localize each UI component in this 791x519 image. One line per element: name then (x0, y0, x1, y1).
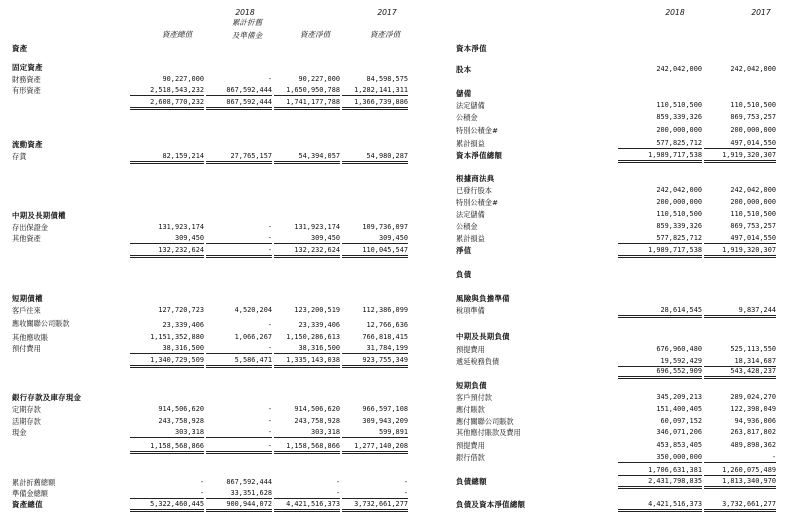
grand-total-gross: 5,322,460,445 (130, 500, 204, 512)
cell-provision: - (267, 321, 272, 329)
cell-net-2017: 766,818,415 (362, 333, 408, 341)
total-net-2017: 923,755,349 (342, 356, 408, 368)
cell-net-2017: 84,598,575 (366, 75, 408, 83)
cell-2018: 577,825,712 (618, 234, 702, 244)
row-label: 銀行借款 (456, 453, 485, 462)
row-label: 特別公積金# (456, 126, 498, 135)
header-year-2018-right: 2018 (665, 8, 685, 17)
cell-gross: 303,318 (130, 428, 204, 438)
cell-2018: 859,339,326 (656, 113, 702, 121)
cell-net-2017: 54,980,287 (342, 152, 408, 164)
total-2018: 1,706,631,381 (618, 466, 702, 476)
grand-total-provision: 900,944,072 (206, 500, 272, 512)
cell-net-2017: 1,282,141,311 (342, 86, 408, 96)
cell-gross: 127,720,723 (158, 306, 204, 314)
grand-total-net-2018: 4,421,516,373 (274, 500, 340, 512)
row-label: 預提費用 (456, 441, 485, 450)
header-provision-line1: 累計折舊 (231, 18, 263, 27)
cell-2017: 242,042,000 (730, 186, 776, 194)
cell-net-2017: 112,386,099 (362, 306, 408, 314)
total-gross: 1,158,568,866 (130, 442, 204, 454)
cell-net-2018: 38,316,500 (274, 344, 340, 354)
cell-2018: 28,614,545 (618, 306, 702, 318)
cell-2017: 110,510,500 (730, 210, 776, 218)
row-label: 其他資產 (12, 234, 41, 243)
row-label: 累計損益 (456, 139, 485, 148)
cell-2017: 9,837,244 (704, 306, 776, 318)
cell-2018: 1,989,717,538 (618, 246, 702, 258)
row-label: 特別公積金# (456, 198, 498, 207)
total-provision: 5,586,471 (206, 356, 272, 368)
total-gross: 2,608,770,232 (130, 98, 204, 110)
cell-2017: 869,753,257 (730, 222, 776, 230)
cell-2018: 151,400,405 (656, 405, 702, 413)
total-net-2018: 1,741,177,788 (274, 98, 340, 110)
cell-2018: 242,042,000 (656, 65, 702, 73)
row-label: 存貨 (12, 152, 27, 161)
row-label: 活期存款 (12, 417, 41, 426)
cell-net-2017: 12,766,636 (366, 321, 408, 329)
cell-2017: 497,014,550 (704, 234, 776, 244)
cell-net-2018: 54,394,057 (274, 152, 340, 164)
total-provision: 867,592,444 (206, 98, 272, 110)
fixed-assets-heading: 固定資產 (12, 63, 43, 72)
grand-total-2018: 4,421,516,373 (618, 500, 702, 512)
cell-gross: 131,923,174 (158, 223, 204, 231)
cell-2017: 110,510,500 (730, 101, 776, 109)
cell-2018: 1,989,717,538 (618, 151, 702, 163)
cell-provision: 1,066,267 (234, 333, 272, 341)
header-net-value-2018: 資產淨值 (299, 30, 331, 39)
cell-2018: 200,000,000 (656, 126, 702, 134)
cell-net-2018: 1,650,950,788 (274, 86, 340, 96)
cell-2017: 497,014,550 (704, 139, 776, 149)
cell-2018: 345,209,213 (656, 393, 702, 401)
cell-2018: 346,071,206 (656, 428, 702, 436)
total-net-2018: 132,232,624 (274, 246, 340, 258)
cell-provision: - (206, 234, 272, 244)
cell-net-2018: 131,923,174 (294, 223, 340, 231)
cell-2017: - (704, 453, 776, 463)
header-year-2018-left: 2018 (235, 8, 255, 17)
cell-2018: 19,592,429 (618, 357, 702, 367)
longterm-liabilities-heading: 中期及長期負債 (456, 332, 510, 341)
share-capital-label: 股本 (456, 65, 472, 74)
cell-2018: 110,510,500 (656, 210, 702, 218)
cell-net-2018: 23,339,406 (298, 321, 340, 329)
header-year-2017-right: 2017 (751, 8, 771, 17)
header-year-2017-left: 2017 (377, 8, 397, 17)
cell-provision: - (267, 405, 272, 413)
total-provision: - (206, 442, 272, 454)
row-label: 有形資產 (12, 86, 41, 95)
row-label: 應付賬款 (456, 405, 485, 414)
cell-2017: 869,753,257 (730, 113, 776, 121)
cell-net-2018: 303,318 (274, 428, 340, 438)
cell-2017: 289,024,270 (730, 393, 776, 401)
total-liabilities-2017: 1,813,340,970 (704, 477, 776, 489)
total-net-2017: 110,045,547 (342, 246, 408, 258)
cell-net-2017: 966,597,108 (362, 405, 408, 413)
cell-2018: 200,000,000 (656, 198, 702, 206)
row-label: 其他應付賬款及費用 (456, 428, 521, 437)
row-label: 準備金總額 (12, 489, 48, 498)
cell-net-2018: - (335, 478, 340, 486)
grand-total-label: 負債及資本淨值總額 (456, 500, 526, 509)
row-label: 應收關聯公司賬款 (12, 319, 70, 328)
row-label: 稅項準備 (456, 306, 485, 315)
row-label: 存出保證金 (12, 223, 48, 232)
cell-net-2017: 31,784,199 (342, 344, 408, 354)
row-label: 累計折舊總額 (12, 478, 56, 487)
cell-2017: 525,113,550 (730, 345, 776, 353)
shortterm-liabilities-heading: 短期負債 (456, 381, 487, 390)
cell-2018: 110,510,500 (656, 101, 702, 109)
cell-2017: 489,898,362 (730, 441, 776, 449)
grand-total-2017: 3,732,661,277 (704, 500, 776, 512)
cell-2017: 1,919,320,307 (704, 246, 776, 258)
reserves-heading: 儲備 (456, 89, 472, 98)
cell-net-2018: 309,450 (274, 234, 340, 244)
cell-provision: 867,592,444 (226, 478, 272, 486)
cell-net-2018: 123,200,519 (294, 306, 340, 314)
equity-title: 資本淨值 (456, 44, 487, 53)
total-liabilities-2018: 2,431,798,835 (618, 477, 702, 489)
total-2017: 1,260,075,489 (704, 466, 776, 476)
cell-provision: - (267, 417, 272, 425)
cell-net-2017: 109,736,097 (362, 223, 408, 231)
cell-2017: 200,000,000 (730, 126, 776, 134)
cell-net-2018: 90,227,000 (298, 75, 340, 83)
liabilities-title: 負債 (456, 270, 472, 279)
assets-title: 資產 (12, 44, 28, 53)
header-net-value-2017: 資產淨值 (369, 30, 401, 39)
cell-provision: - (206, 344, 272, 354)
cell-2018: 676,960,480 (656, 345, 702, 353)
row-label: 公積金 (456, 222, 478, 231)
grand-total-net-2017: 3,732,661,277 (342, 500, 408, 512)
cell-provision: - (206, 428, 272, 438)
cell-net-2018: 243,758,928 (294, 417, 340, 425)
cell-gross: 90,227,000 (162, 75, 204, 83)
total-2017: 543,428,237 (704, 367, 776, 379)
total-gross: 132,232,624 (130, 246, 204, 258)
row-label: 現金 (12, 428, 27, 437)
cell-net-2017: - (342, 489, 408, 499)
longterm-heading: 中期及長期債權 (12, 211, 66, 220)
total-assets-label: 資產總值 (12, 500, 43, 509)
cell-2018: 242,042,000 (656, 186, 702, 194)
cell-2017: 1,919,320,307 (704, 151, 776, 163)
cell-2018: 60,097,152 (660, 417, 702, 425)
cell-2018: 577,825,712 (618, 139, 702, 149)
total-net-2018: 1,158,568,866 (274, 442, 340, 454)
cell-2017: 263,817,802 (730, 428, 776, 436)
cell-gross: - (130, 489, 204, 499)
cell-2018: 350,000,000 (618, 453, 702, 463)
row-label: 法定儲備 (456, 101, 485, 110)
row-label: 遞延稅務負債 (456, 357, 500, 366)
row-label: 客戶預付款 (456, 393, 492, 402)
cell-2017: 94,936,006 (734, 417, 776, 425)
cell-provision: 27,765,157 (206, 152, 272, 164)
cell-provision: - (267, 75, 272, 83)
row-label: 定期存款 (12, 405, 41, 414)
row-label: 客戶往來 (12, 306, 41, 315)
net-value-label: 淨值 (456, 246, 472, 255)
cell-gross: - (199, 478, 204, 486)
cell-net-2018: - (274, 489, 340, 499)
total-liabilities-label: 負債總額 (456, 477, 487, 486)
cell-net-2017: 309,943,209 (362, 417, 408, 425)
cell-gross: 38,316,500 (130, 344, 204, 354)
total-provision: - (206, 246, 272, 258)
total-net-2017: 1,277,140,208 (342, 442, 408, 454)
row-label: 公積金 (456, 113, 478, 122)
cell-2017: 122,398,049 (730, 405, 776, 413)
row-label: 應付關聯公司賬款 (456, 417, 514, 426)
row-label: 其他應收賬 (12, 333, 48, 342)
risk-provision-heading: 風險與負擔準備 (456, 294, 510, 303)
cell-2017: 242,042,000 (730, 65, 776, 73)
header-provision-line2: 及準備金 (231, 31, 263, 40)
cell-2017: 18,314,687 (704, 357, 776, 367)
header-gross-value: 資產總值 (161, 30, 193, 39)
cell-gross: 243,758,928 (158, 417, 204, 425)
cell-provision: 4,520,204 (234, 306, 272, 314)
cell-net-2017: - (403, 478, 408, 486)
equity-total-label: 資本淨值總額 (456, 151, 503, 160)
total-net-2018: 1,335,143,038 (274, 356, 340, 368)
cell-provision: 33,351,628 (206, 489, 272, 499)
cell-provision: - (267, 223, 272, 231)
cell-net-2017: 599,891 (342, 428, 408, 438)
row-label: 法定儲備 (456, 210, 485, 219)
row-label: 財務資產 (12, 75, 41, 84)
cell-2018: 859,339,326 (656, 222, 702, 230)
cell-net-2017: 309,450 (342, 234, 408, 244)
total-net-2017: 1,366,739,886 (342, 98, 408, 110)
cell-2017: 200,000,000 (730, 198, 776, 206)
row-label: 預提費用 (456, 345, 485, 354)
cell-gross: 914,506,620 (158, 405, 204, 413)
cell-provision: 867,592,444 (206, 86, 272, 96)
commercial-code-heading: 根據商法典 (456, 174, 495, 183)
total-2018: 696,552,909 (618, 367, 702, 379)
cell-gross: 82,159,214 (130, 152, 204, 164)
row-label: 累計損益 (456, 234, 485, 243)
shortterm-heading: 短期債權 (12, 294, 43, 303)
cell-gross: 2,518,543,232 (130, 86, 204, 96)
current-assets-heading: 流動資產 (12, 140, 43, 149)
bank-cash-heading: 銀行存款及庫存現金 (12, 393, 82, 402)
cell-gross: 1,151,352,880 (150, 333, 204, 341)
cell-gross: 309,450 (130, 234, 204, 244)
cell-2018: 453,853,405 (656, 441, 702, 449)
cell-gross: 23,339,406 (162, 321, 204, 329)
cell-net-2018: 914,506,620 (294, 405, 340, 413)
total-gross: 1,340,729,509 (130, 356, 204, 368)
row-label: 預付費用 (12, 344, 41, 353)
cell-net-2018: 1,150,286,613 (286, 333, 340, 341)
row-label: 已發行股本 (456, 186, 492, 195)
